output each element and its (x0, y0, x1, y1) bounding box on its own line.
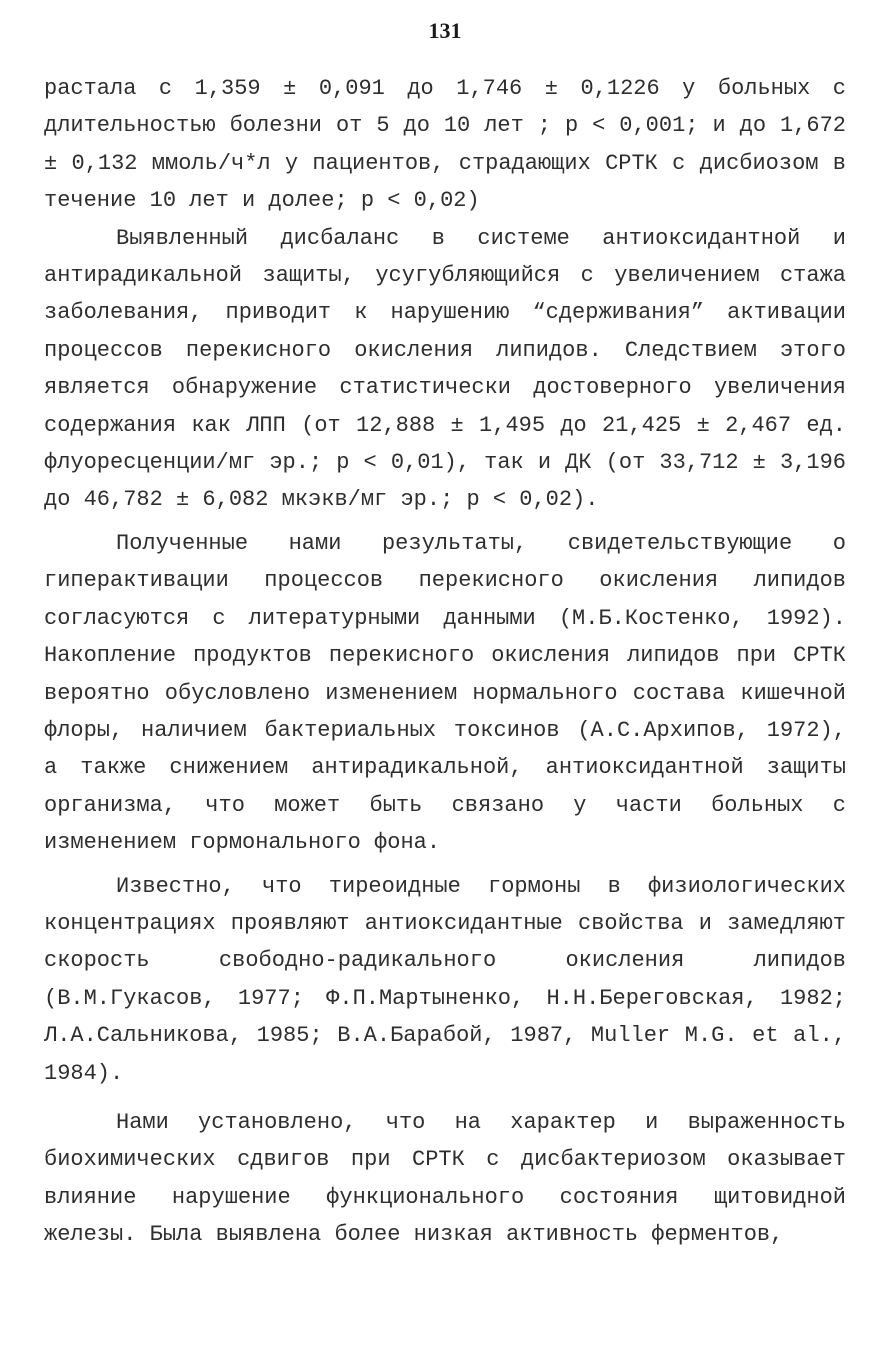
page-number: 131 (428, 18, 462, 43)
paragraph-results: Полученные нами результаты, свидетельствующие о гиперактивации процессов перекисного окисления липидов согласуются с литературными данными (М.Б.Костенко, 1992). Накопление продуктов перекисного окисления липидов при СРТК вероятно обусловлено изменением нормального состава кишечной флоры, наличием бактериальных токсинов (А.С.Архипов, 1972), а также снижением антирадикальной, антиоксидантной защиты организма, что может быть связано у части больных с изменением гормонального фона. (44, 530, 846, 856)
body-text (44, 70, 846, 1254)
paragraph-thyroid-hormones: Известно, что тиреоидные гормоны в физиологических концентрациях проявляют антиоксидантные свойства и замедляют скорость свободно-радикального окисления липидов (В.М.Гукасов, 1977; Ф.П.Мартыненко, Н.Н.Береговская, 1982; Л.А.Сальникова, 1985; В.А.Барабой, 1987, Muller M.G. et al., 1984). (44, 873, 846, 1086)
paragraph-findings: Нами установлено, что на характер и выраженность биохимических сдвигов при СРТК с дисбактериозом оказывает влияние нарушение функционального состояния щитовидной железы. Была выявлена более низкая активность ферментов, (44, 1109, 846, 1248)
paragraph-imbalance: Выявленный дисбаланс в системе антиоксидантной и антирадикальной защиты, усугубляющийся с увеличением стажа заболевания, приводит к нарушению “сдерживания” активации процессов перекисного окисления липидов. Следствием этого является обнаружение статистически достоверного увеличения содержания как ЛПП (от 12,888 ± 1,495 до 21,425 ± 2,467 ед. флуоресценции/мг эр.; р < 0,01), так и ДК (от 33,712 ± 3,196 до 46,782 ± 6,082 мкэкв/мг эр.; р < 0,02). (44, 225, 846, 513)
paragraph-continuation: растала с 1,359 ± 0,091 до 1,746 ± 0,1226 у больных с длительностью болезни от 5 до 10 лет ; р < 0,001; и до 1,672 ± 0,132 ммоль/ч*л у пациентов, страдающих СРТК с дисбиозом в течение 10 лет и долее; р < 0,02) (44, 76, 846, 214)
